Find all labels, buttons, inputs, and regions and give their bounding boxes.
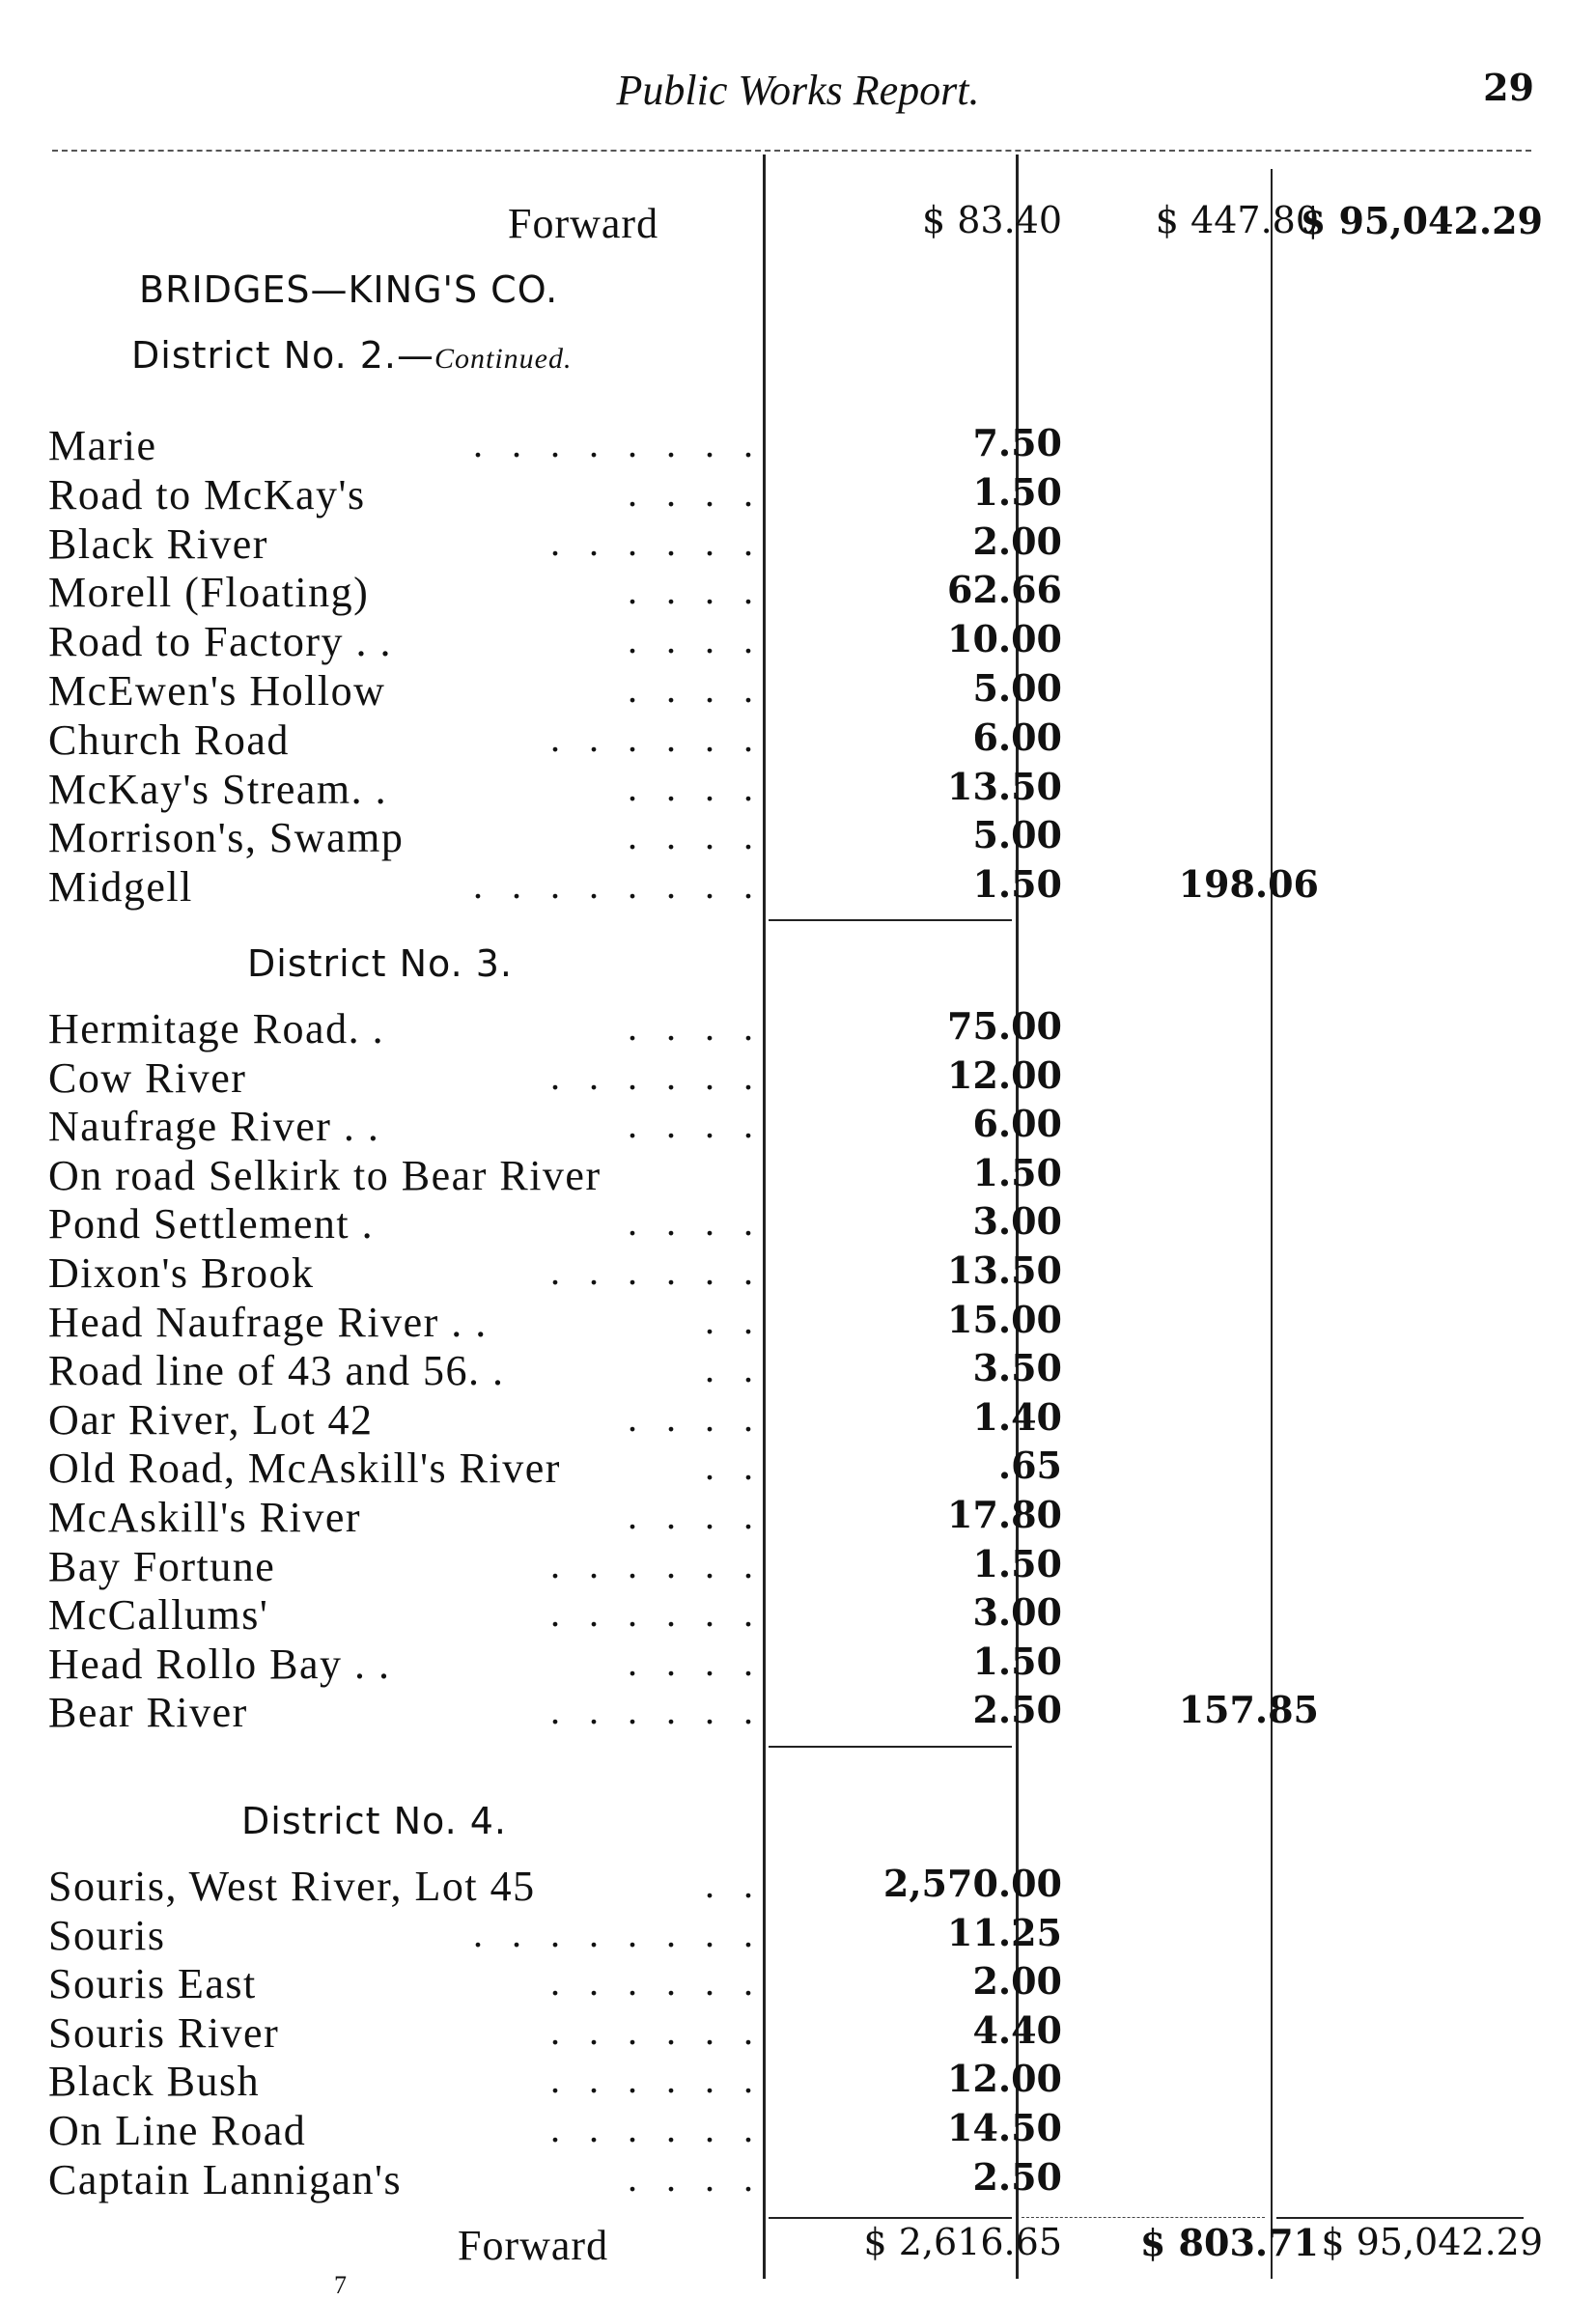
district-2-label: District No. 2.— xyxy=(131,334,434,377)
line-item xyxy=(48,1959,1535,2007)
district-2-title xyxy=(131,334,573,377)
line-item-name: McEwen's Hollow xyxy=(48,667,386,715)
leader-dots: . . . . xyxy=(628,814,763,858)
line-item-name: McKay's Stream. . xyxy=(48,765,388,813)
section-title: BRIDGES—KING'S CO. xyxy=(139,268,559,311)
line-item-amount: 2.00 xyxy=(972,1959,1062,2004)
line-item-name: Bear River xyxy=(48,1689,248,1737)
leader-dots: . . xyxy=(705,1863,763,1906)
line-item xyxy=(48,1004,1535,1052)
leader-dots: . . . . . . . . xyxy=(473,863,763,908)
line-item-name: Black River xyxy=(48,519,268,568)
leader-dots: . . . . . . xyxy=(550,1591,763,1636)
line-item xyxy=(48,1395,1535,1444)
line-item xyxy=(48,666,1535,715)
line-item-amount: 6.00 xyxy=(972,715,1062,759)
line-item xyxy=(48,862,1535,911)
leader-dots: . . . . xyxy=(628,1640,763,1684)
line-item-name: Road to Factory . . xyxy=(48,618,393,666)
forward-rule-col2 xyxy=(1022,2217,1265,2218)
line-item-amount: 4.40 xyxy=(972,2007,1062,2052)
line-item xyxy=(48,2057,1535,2105)
forward-rule-col3 xyxy=(1276,2217,1524,2219)
leader-dots: . . . . xyxy=(628,667,763,711)
line-item-amount: 3.50 xyxy=(972,1346,1062,1390)
line-item-amount: 6.00 xyxy=(972,1102,1062,1146)
line-item xyxy=(48,1053,1535,1102)
line-item-name: Souris River xyxy=(48,2008,280,2057)
line-item xyxy=(48,1298,1535,1346)
line-item xyxy=(48,2106,1535,2154)
line-item-name: McAskill's River xyxy=(48,1494,362,1541)
forward-rule-col1 xyxy=(769,2217,1012,2219)
line-item xyxy=(48,1640,1535,1688)
line-item-amount: 3.00 xyxy=(972,1590,1062,1635)
leader-dots: . . . . . . xyxy=(550,715,763,760)
line-item-amount: .65 xyxy=(997,1444,1062,1488)
line-item-name: Old Road, McAskill's River xyxy=(48,1445,561,1493)
line-item xyxy=(48,617,1535,665)
line-item xyxy=(48,715,1535,764)
line-item xyxy=(48,1590,1535,1639)
line-item-amount: 12.00 xyxy=(947,1052,1062,1097)
line-item-amount: 11.25 xyxy=(947,1910,1062,1954)
page-number: 29 xyxy=(1483,66,1534,109)
line-item-name: Captain Lannigan's xyxy=(48,2155,403,2203)
district-subtotal: 157.85 xyxy=(1178,1688,1319,1732)
line-item-amount: 2,570.00 xyxy=(882,1862,1062,1905)
district-2-rule xyxy=(769,919,1012,921)
line-item xyxy=(48,1688,1535,1736)
line-item xyxy=(48,2008,1535,2057)
line-item-amount: 2.50 xyxy=(972,2154,1062,2199)
leader-dots: . . . . xyxy=(628,1200,763,1245)
line-item-name: Bay Fortune xyxy=(48,1542,276,1590)
line-item-name: Morell (Floating) xyxy=(48,569,370,617)
forward-col2-amount: $ 447.80 xyxy=(1155,199,1319,241)
line-item xyxy=(48,1444,1535,1492)
line-item-name: Head Rollo Bay . . xyxy=(48,1640,391,1688)
district-2-note: Continued. xyxy=(434,343,573,375)
leader-dots: . . . . . . . . xyxy=(473,422,763,465)
line-item-amount: 2.00 xyxy=(972,519,1062,563)
leader-dots: . . . . . . xyxy=(550,519,763,564)
leader-dots: . . . . . . xyxy=(550,2008,763,2053)
line-item-amount: 2.50 xyxy=(972,1688,1062,1732)
line-item xyxy=(48,1346,1535,1394)
line-item-name: Midgell xyxy=(48,863,193,912)
leader-dots: . . . . . . xyxy=(550,1053,763,1098)
leader-dots: . . . . xyxy=(628,1005,763,1049)
line-item-amount: 10.00 xyxy=(947,617,1062,661)
line-item-amount: 75.00 xyxy=(947,1004,1062,1048)
line-item-amount: 14.50 xyxy=(947,2106,1062,2149)
forward-col2-amount: $ 803.71 xyxy=(1139,2221,1319,2264)
line-item-name: Head Naufrage River . . xyxy=(48,1298,488,1346)
line-item xyxy=(48,813,1535,861)
line-item-name: Souris, West River, Lot 45 xyxy=(48,1863,536,1910)
line-item-name: Marie xyxy=(48,422,157,469)
line-item xyxy=(48,765,1535,813)
header-divider xyxy=(52,150,1531,152)
line-item-name: Dixon's Brook xyxy=(48,1249,315,1297)
leader-dots: . . . . xyxy=(628,470,763,515)
line-item xyxy=(48,1151,1535,1199)
forward-col3-amount: $ 95,042.29 xyxy=(1300,199,1543,242)
leader-dots: . . . . xyxy=(628,1494,763,1537)
line-item xyxy=(48,1862,1535,1910)
leader-dots: . . . . xyxy=(628,569,763,613)
line-item-amount: 7.50 xyxy=(972,421,1062,464)
forward-row-bottom xyxy=(48,2221,1543,2269)
leader-dots: . . xyxy=(705,1445,763,1489)
line-item-amount: 13.50 xyxy=(947,764,1062,808)
district-3-rule xyxy=(769,1746,1012,1748)
line-item-amount: 1.50 xyxy=(972,469,1062,514)
line-item xyxy=(48,2155,1535,2203)
line-item xyxy=(48,1493,1535,1541)
line-item-name: Oar River, Lot 42 xyxy=(48,1395,374,1444)
line-item-amount: 5.00 xyxy=(972,666,1062,710)
leader-dots: . . . . . . xyxy=(550,1689,763,1733)
district-3-title: District No. 3. xyxy=(247,942,513,985)
line-item-amount: 5.00 xyxy=(972,813,1062,857)
leader-dots: . . xyxy=(705,1347,763,1391)
line-item-name: Naufrage River . . xyxy=(48,1103,380,1151)
line-item-amount: 1.50 xyxy=(972,1150,1062,1194)
line-item-name: Morrison's, Swamp xyxy=(48,814,405,862)
line-item-name: Hermitage Road. . xyxy=(48,1005,385,1052)
district-subtotal: 198.06 xyxy=(1178,862,1319,907)
line-item-name: Cow River xyxy=(48,1053,247,1102)
line-item-name: Church Road xyxy=(48,715,290,764)
forward-col1-amount: $ 2,616.65 xyxy=(863,2221,1062,2263)
leader-dots: . . . . xyxy=(628,2155,763,2200)
leader-dots: . . . . . . . . xyxy=(473,1911,763,1955)
line-item-amount: 1.50 xyxy=(972,1639,1062,1683)
line-item-amount: 13.50 xyxy=(947,1248,1062,1292)
line-item xyxy=(48,1542,1535,1590)
page-header-title: Public Works Report. xyxy=(616,67,980,114)
line-item-amount: 1.50 xyxy=(972,1541,1062,1585)
line-item-name: On road Selkirk to Bear River xyxy=(48,1151,602,1199)
line-item-amount: 1.50 xyxy=(972,862,1062,907)
leader-dots: . . . . xyxy=(628,765,763,809)
line-item-amount: 62.66 xyxy=(947,568,1062,612)
leader-dots: . . . . . . xyxy=(550,2107,763,2150)
forward-label: Forward xyxy=(458,2222,609,2269)
forward-row-top xyxy=(48,199,1543,247)
footnote-signature-mark: 7 xyxy=(334,2271,347,2299)
line-item xyxy=(48,470,1535,519)
forward-col1-amount: $ 83.40 xyxy=(921,199,1062,241)
leader-dots: . . . . . . xyxy=(550,1960,763,2005)
forward-col3-amount: $ 95,042.29 xyxy=(1321,2221,1543,2263)
line-item-name: Road line of 43 and 56. . xyxy=(48,1347,505,1395)
line-item xyxy=(48,568,1535,616)
line-item xyxy=(48,519,1535,568)
line-item-amount: 12.00 xyxy=(947,2057,1062,2101)
line-item-name: Souris East xyxy=(48,1960,257,2008)
leader-dots: . . xyxy=(705,1298,763,1342)
leader-dots: . . . . xyxy=(628,618,763,662)
line-item-amount: 17.80 xyxy=(947,1493,1062,1536)
line-item-name: Pond Settlement . xyxy=(48,1200,375,1248)
leader-dots: . . . . . . xyxy=(550,1249,763,1293)
district-4-title: District No. 4. xyxy=(241,1800,507,1842)
line-item xyxy=(48,1248,1535,1297)
forward-label: Forward xyxy=(508,200,659,247)
line-item-amount: 15.00 xyxy=(947,1297,1062,1341)
leader-dots: . . . . xyxy=(628,1103,763,1147)
line-item-name: On Line Road xyxy=(48,2107,307,2154)
line-item xyxy=(48,1199,1535,1248)
line-item xyxy=(48,1911,1535,1959)
line-item-name: McCallums' xyxy=(48,1591,269,1640)
line-item-name: Black Bush xyxy=(48,2058,261,2106)
leader-dots: . . . . . . xyxy=(550,2058,763,2102)
line-item xyxy=(48,421,1535,469)
leader-dots: . . . . xyxy=(628,1395,763,1440)
line-item-name: Road to McKay's xyxy=(48,470,366,519)
line-item xyxy=(48,1102,1535,1150)
line-item-amount: 1.40 xyxy=(972,1394,1062,1439)
line-item-amount: 3.00 xyxy=(972,1199,1062,1244)
leader-dots: . . . . . . xyxy=(550,1542,763,1586)
line-item-name: Souris xyxy=(48,1911,166,1959)
